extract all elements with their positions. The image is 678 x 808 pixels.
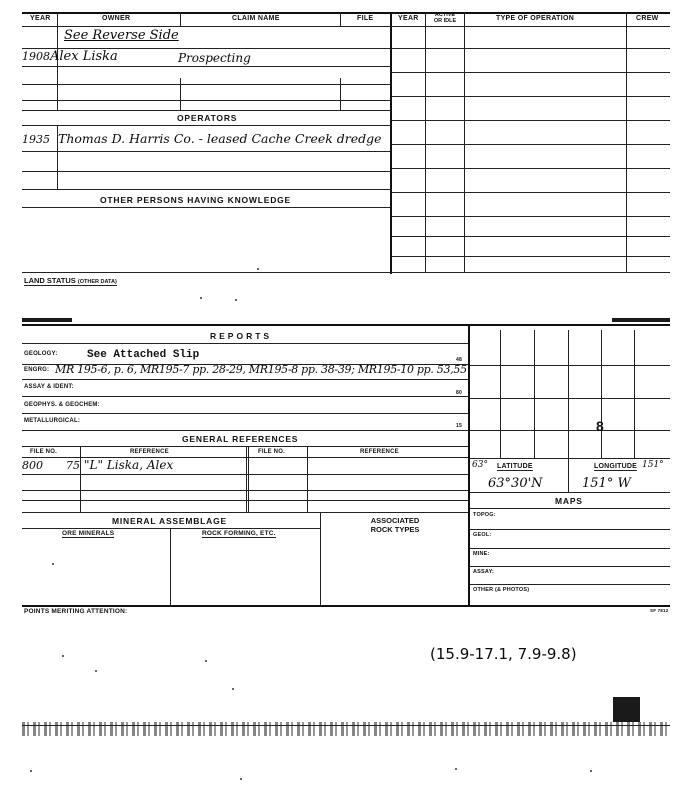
longitude-suffix: 151° [642, 460, 664, 470]
crew-col-line [626, 12, 627, 272]
reports-bottom-border [22, 605, 670, 607]
right-row-rule [392, 144, 670, 145]
mineral-header-rule [22, 528, 320, 529]
grid-col [500, 330, 501, 458]
engrg-value: MR 195-6, p. 6, MR195-7 pp. 28-29, MR195-8 pp. 38-39; MR195-10 pp. 53,55 [55, 363, 467, 376]
operators-header-rule [22, 125, 390, 126]
maps-row-rule [470, 529, 670, 530]
header-type-of-operation: TYPE OF OPERATION [496, 15, 575, 22]
maps-assay: ASSAY: [473, 569, 495, 575]
general-references-title: GENERAL REFERENCES [182, 434, 299, 444]
genref-col-reference: REFERENCE [130, 449, 169, 455]
owner-claim-col [180, 78, 181, 110]
grid-mark: 8 [596, 418, 604, 434]
speck [52, 563, 54, 565]
genref-col-line [307, 446, 308, 512]
genref-col-line [80, 446, 81, 512]
scan-mark-left [22, 318, 72, 322]
hdr-sep-3 [340, 12, 341, 26]
owner-note: See Reverse Side [64, 28, 179, 43]
grid-col [634, 330, 635, 458]
header-year-right: YEAR [398, 15, 419, 22]
header-claim-name: CLAIM NAME [232, 15, 280, 22]
active-col-line [464, 12, 465, 272]
operators-top-rule [22, 110, 390, 111]
hdr-sep-2 [180, 12, 181, 26]
genref-row-rule [22, 490, 468, 491]
genref-col-file-no-2: FILE NO. [258, 449, 285, 455]
maps-mine: MINE: [473, 551, 490, 557]
mineral-title: MINERAL ASSEMBLAGE [112, 516, 227, 526]
metallurgical-label: METALLURGICAL: [24, 418, 81, 424]
operators-title: OPERATORS [177, 113, 238, 123]
owner-claim: Prospecting [178, 51, 251, 65]
report-row-rule [22, 396, 468, 397]
geology-value: See Attached Slip [87, 349, 200, 361]
grid-row [470, 398, 670, 399]
points-label: POINTS MERITING ATTENTION: [24, 608, 128, 615]
right-row-rule [392, 192, 670, 193]
right-row-rule [392, 72, 670, 73]
grid-col [534, 330, 535, 458]
header-file: FILE [357, 15, 374, 22]
speck [232, 688, 234, 690]
associated-divider [320, 512, 321, 606]
geology-num: 48 [456, 357, 462, 363]
genref-file-b: 75 [66, 459, 80, 472]
operator-row-rule [22, 171, 390, 172]
header-year: YEAR [30, 15, 51, 22]
metallurgical-num: 15 [456, 423, 462, 429]
right-row-rule [392, 256, 670, 257]
other-persons-title: OTHER PERSONS HAVING KNOWLEDGE [100, 195, 292, 205]
maps-topog: TOPOG: [473, 512, 496, 518]
associated-rock-types [322, 516, 468, 534]
speck [95, 670, 97, 672]
genref-row-rule [22, 500, 468, 501]
hdr-sep-4 [425, 12, 426, 26]
mineral-top-rule [22, 512, 468, 513]
owner-file-col [340, 78, 341, 110]
left-right-divider [390, 12, 392, 274]
owner-row-rule [22, 66, 390, 67]
genref-col-file-no: FILE NO. [30, 449, 57, 455]
grid-col [601, 330, 602, 458]
right-row-rule [392, 216, 670, 217]
or-idle-label: OR IDLE [433, 18, 457, 24]
land-status-sub: (OTHER DATA) [77, 279, 117, 285]
speck [257, 268, 259, 270]
header-crew: CREW [636, 15, 659, 22]
maps-other: OTHER (& PHOTOS) [473, 587, 530, 593]
ore-minerals-label: ORE MINERALS [62, 530, 115, 537]
speck [240, 778, 242, 780]
genref-file-a: 800 [22, 459, 43, 472]
right-row-rule [392, 96, 670, 97]
speck [590, 770, 592, 772]
engrg-label: ENGRG: [24, 367, 50, 373]
grid-col [568, 330, 569, 458]
scan-mark-right [612, 318, 670, 322]
location-top-rule [470, 458, 670, 459]
report-row-rule [22, 413, 468, 414]
land-status-label: LAND STATUS [24, 276, 76, 285]
maps-header-rule [470, 508, 670, 509]
genref-col-line [246, 446, 247, 512]
other-persons-rule [22, 207, 390, 208]
land-status-heading [24, 276, 117, 286]
rock-forming-label: ROCK FORMING, ETC. [202, 530, 276, 537]
longitude-value: 151° W [582, 476, 631, 491]
top-border [22, 12, 670, 14]
speck [30, 770, 32, 772]
assay-label: ASSAY & IDENT: [24, 384, 74, 390]
right-row-rule [392, 236, 670, 237]
longitude-label: LONGITUDE [594, 463, 638, 470]
right-row-rule [392, 168, 670, 169]
genref-row-rule [22, 474, 468, 475]
header-active-or-idle [428, 12, 462, 24]
reports-top-border [22, 324, 670, 326]
operator-text: Thomas D. Harris Co. - leased Cache Creek dredge [58, 131, 382, 146]
associated-label-1: ASSOCIATED [370, 516, 420, 525]
genref-reference: "L" Liska, Alex [84, 458, 174, 472]
speck [200, 297, 202, 299]
geophys-label: GEOPHYS. & GEOCHEM: [24, 402, 100, 408]
report-row-rule [22, 379, 468, 380]
reports-header-rule [22, 343, 470, 344]
owner-year-col [57, 26, 58, 110]
geology-label: GEOLOGY: [24, 351, 58, 357]
latitude-label: LATITUDE [497, 463, 533, 470]
scan-block-artifact [613, 697, 640, 722]
speck [62, 655, 64, 657]
reports-right-divider [468, 324, 470, 606]
speck [205, 660, 207, 662]
associated-label-2: ROCK TYPES [370, 525, 420, 534]
maps-title: MAPS [555, 496, 583, 506]
owner-row-rule [22, 100, 390, 101]
speck [455, 768, 457, 770]
grid-row [470, 430, 670, 431]
maps-row-rule [470, 584, 670, 585]
maps-geol: GEOL: [473, 532, 492, 538]
maps-top-rule [470, 492, 670, 493]
operator-year: 1935 [22, 133, 50, 146]
latitude-prefix: 63° [472, 460, 488, 470]
report-row-rule [22, 430, 468, 431]
genref-header-rule [22, 446, 468, 447]
grid-row [470, 365, 670, 366]
right-row-rule [392, 48, 670, 49]
active-label: ACTIVE [434, 12, 456, 18]
genref-col-reference-2: REFERENCE [360, 449, 399, 455]
genref-col-line [248, 446, 249, 512]
speck [235, 299, 237, 301]
form-number: SF 7812 [650, 608, 669, 613]
maps-row-rule [470, 566, 670, 567]
right-row-rule [392, 120, 670, 121]
other-persons-top-rule [22, 189, 390, 190]
land-status-rule [22, 272, 670, 273]
operator-row-rule [22, 151, 390, 152]
ore-rock-divider [170, 528, 171, 606]
owner-row-rule [22, 84, 390, 85]
maps-row-rule [470, 548, 670, 549]
reports-title: REPORTS [210, 331, 273, 341]
owner-name: Alex Liska [50, 49, 118, 64]
owner-year-1908: 1908 [22, 50, 50, 63]
header-rule [22, 26, 670, 27]
scan-noise-line [22, 725, 670, 726]
header-owner: OWNER [102, 15, 131, 22]
hdr-sep-1 [57, 12, 58, 26]
coordinates-note: (15.9-17.1, 7.9-9.8) [430, 645, 577, 663]
assay-num: 80 [456, 390, 462, 396]
latitude-value: 63°30'N [488, 476, 543, 491]
latlong-divider [568, 458, 569, 492]
